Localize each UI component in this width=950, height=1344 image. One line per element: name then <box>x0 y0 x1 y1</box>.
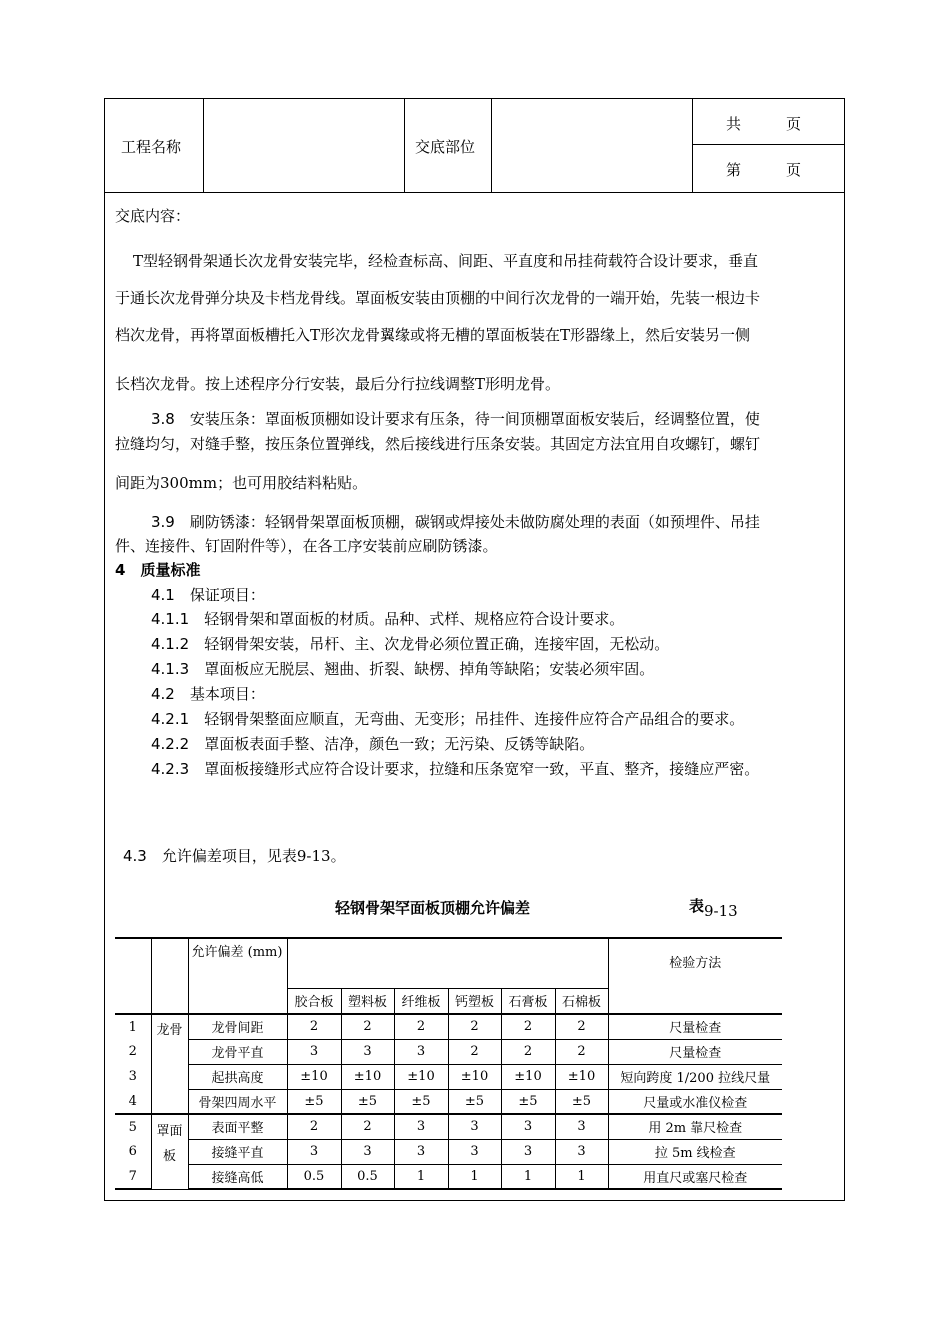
item-name: 接缝平直 <box>188 1139 287 1164</box>
group-label <box>151 1114 188 1189</box>
section-title: 质量标准 <box>140 561 201 579</box>
paragraph-line <box>151 408 834 429</box>
value-cell: 3 <box>448 1114 501 1139</box>
paragraph-text: 保证项目： <box>189 586 265 604</box>
paragraph-text: 罩面板表面手整、洁净，颜色一致；无污染、反锈等缺陷。 <box>204 735 595 753</box>
value-cell: 1 <box>501 1164 555 1189</box>
paragraph-line <box>151 608 834 629</box>
value-cell: ±5 <box>555 1089 608 1114</box>
table-number <box>689 895 834 920</box>
value-cell: 3 <box>555 1114 608 1139</box>
table-label: 表 <box>689 897 705 915</box>
value-cell: 2 <box>448 1014 501 1039</box>
paragraph-text: 基本项目： <box>189 685 265 703</box>
value-cell: 2 <box>287 1014 341 1039</box>
value-cell: ±5 <box>501 1089 555 1114</box>
value-cell: 3 <box>341 1139 394 1164</box>
section-number: 4.1.1 <box>151 610 190 628</box>
section-number: 4.2 <box>151 685 175 703</box>
row-number: 2 <box>115 1039 151 1064</box>
value-cell: 2 <box>501 1014 555 1039</box>
disclosure-part-label: 交底部位 <box>415 138 476 156</box>
section-number: 3.9 <box>151 513 175 531</box>
disclosure-content <box>115 193 834 933</box>
paragraph-line <box>151 658 834 679</box>
deviation-table <box>115 937 782 1190</box>
value-cell: 3 <box>287 1139 341 1164</box>
value-cell: ±5 <box>448 1089 501 1114</box>
paragraph-line: 于通长次龙骨弹分块及卡档龙骨线。罩面板安装由顶棚的中间行次龙骨的一端开始，先装一根边卡 <box>115 289 761 307</box>
value-cell: 2 <box>448 1039 501 1064</box>
paragraph-line: 拉缝均匀，对缝手整，按压条位置弹线，然后接线进行压条安装。其固定方法宜用自攻螺钉，螺钉 <box>115 435 761 453</box>
paragraph-line: T型轻钢骨架通长次龙骨安装完毕，经检查标高、间距、平直度和吊挂荷载符合设计要求，垂直 <box>133 252 759 270</box>
value-cell: 2 <box>394 1014 448 1039</box>
paragraph-line: 长档次龙骨。按上述程序分行安装，最后分行拉线调整T形明龙骨。 <box>115 375 561 393</box>
paragraph-text: 轻钢骨架和罩面板的材质。品种、式样、规格应符合设计要求。 <box>204 610 625 628</box>
value-cell: 1 <box>555 1164 608 1189</box>
paragraph-line <box>151 708 834 729</box>
value-cell: 1 <box>394 1164 448 1189</box>
value-cell: 3 <box>555 1139 608 1164</box>
value-cell: 2 <box>501 1039 555 1064</box>
paragraph-line <box>151 733 834 754</box>
form-header <box>105 99 844 193</box>
value-cell: 0.5 <box>341 1164 394 1189</box>
value-cell: 3 <box>448 1139 501 1164</box>
item-name: 龙骨平直 <box>188 1039 287 1064</box>
method-cell: 拉 5m 线检查 <box>608 1139 782 1164</box>
value-cell: 2 <box>555 1039 608 1064</box>
item-name: 起拱高度 <box>188 1064 287 1089</box>
value-cell: 3 <box>394 1139 448 1164</box>
paragraph-text: 安装压条：罩面板顶棚如设计要求有压条，待一间顶棚罩面板安装后，经调整位置，使 <box>189 410 760 428</box>
paragraph-line <box>151 683 834 704</box>
value-cell: 3 <box>287 1039 341 1064</box>
group-label-line: 板 <box>162 1149 176 1164</box>
value-cell: ±10 <box>287 1064 341 1089</box>
method-cell: 用 2m 靠尺检查 <box>608 1114 782 1139</box>
paragraph-text: 刷防锈漆：轻钢骨架罩面板顶棚，碳钢或焊接处未做防腐处理的表面（如预埋件、吊挂 <box>189 513 760 531</box>
divider <box>203 99 204 192</box>
section-heading <box>115 559 834 580</box>
item-name: 接缝高低 <box>188 1164 287 1189</box>
paragraph-line <box>151 633 834 654</box>
total-pages-cell <box>692 99 845 145</box>
value-cell: 2 <box>341 1114 394 1139</box>
value-cell: 2 <box>555 1014 608 1039</box>
content-intro: 交底内容： <box>115 207 191 225</box>
group-label-line: 罩面 <box>156 1124 183 1139</box>
paragraph-text: 轻钢骨架安装，吊杆、主、次龙骨必须位置正确，连接牢固，无松动。 <box>204 635 670 653</box>
paragraph-line: 档次龙骨，再将罩面板槽托入T形次龙骨翼缘或将无槽的罩面板装在T形器缘上，然后安装另一侧 <box>115 326 751 344</box>
material-header: 纤维板 <box>394 988 448 1014</box>
material-header: 石棉板 <box>555 988 608 1014</box>
paragraph-text: 允许偏差项目，见表9-13。 <box>161 847 346 865</box>
deviation-header: 允许偏差 (mm) <box>188 938 287 1014</box>
header-no-cell <box>115 938 151 1014</box>
paragraph-text: 罩面板应无脱层、翘曲、折裂、缺楞、掉角等缺陷；安装必须牢固。 <box>204 660 655 678</box>
section-number: 4.1 <box>151 586 175 604</box>
paragraph-line <box>151 758 834 779</box>
paragraph-text: 轻钢骨架整面应顺直，无弯曲、无变形；吊挂件、连接件应符合产品组合的要求。 <box>204 710 745 728</box>
value-cell: ±5 <box>394 1089 448 1114</box>
method-cell: 尺量检查 <box>608 1014 782 1039</box>
row-number: 6 <box>115 1139 151 1164</box>
row-number: 4 <box>115 1089 151 1114</box>
value-cell: ±10 <box>555 1064 608 1089</box>
value-cell: 3 <box>501 1139 555 1164</box>
section-number: 4.2.1 <box>151 710 190 728</box>
material-header: 塑料板 <box>341 988 394 1014</box>
value-cell: ±5 <box>341 1089 394 1114</box>
value-cell: 3 <box>341 1039 394 1064</box>
value-cell: 2 <box>341 1014 394 1039</box>
value-cell: ±10 <box>448 1064 501 1089</box>
project-name-label: 工程名称 <box>121 138 182 156</box>
divider <box>404 99 405 192</box>
value-cell: ±5 <box>287 1089 341 1114</box>
paragraph-text: 罩面板接缝形式应符合设计要求，拉缝和压条宽窄一致，平直、整齐，接缝应严密。 <box>204 760 760 778</box>
value-cell: ±10 <box>501 1064 555 1089</box>
paragraph-line: 间距为300mm；也可用胶结料粘贴。 <box>115 474 368 492</box>
divider <box>491 99 492 192</box>
table-no: 9-13 <box>704 902 738 920</box>
method-header: 检验方法 <box>608 938 782 1014</box>
total-pages-text: 共 页 <box>726 115 802 133</box>
value-cell: 3 <box>394 1039 448 1064</box>
disclosure-form <box>104 98 845 1201</box>
row-number: 3 <box>115 1064 151 1089</box>
material-header: 石膏板 <box>501 988 555 1014</box>
method-cell: 用直尺或塞尺检查 <box>608 1164 782 1189</box>
page-number-cell <box>692 145 845 191</box>
material-header: 钙塑板 <box>448 988 501 1014</box>
paragraph-line <box>151 511 834 532</box>
row-number: 1 <box>115 1014 151 1039</box>
method-cell: 短向跨度 1/200 拉线尺量 <box>608 1064 782 1089</box>
table-title: 轻钢骨架罕面板顶棚允许偏差 <box>335 899 531 917</box>
paragraph-line: 件、连接件、钉固附件等），在各工序安装前应刷防锈漆。 <box>115 537 498 555</box>
material-header: 胶合板 <box>287 988 341 1014</box>
group-label: 龙骨 <box>151 1014 188 1114</box>
header-group-cell <box>151 938 188 1014</box>
method-cell: 尺量检查 <box>608 1039 782 1064</box>
value-cell: 3 <box>501 1114 555 1139</box>
section-number: 4.1.3 <box>151 660 190 678</box>
row-number: 5 <box>115 1114 151 1139</box>
item-name: 龙骨间距 <box>188 1014 287 1039</box>
section-number: 4.1.2 <box>151 635 190 653</box>
item-name: 骨架四周水平 <box>188 1089 287 1114</box>
section-number: 4 <box>115 561 126 579</box>
section-number: 4.2.3 <box>151 760 190 778</box>
value-cell: 1 <box>448 1164 501 1189</box>
method-cell: 尺量或水准仪检查 <box>608 1089 782 1114</box>
section-number: 3.8 <box>151 410 175 428</box>
paragraph-line <box>123 845 834 866</box>
page-number-text: 第 页 <box>726 161 802 179</box>
header-blank-cell <box>287 938 608 988</box>
value-cell: 2 <box>287 1114 341 1139</box>
value-cell: 3 <box>394 1114 448 1139</box>
value-cell: ±10 <box>394 1064 448 1089</box>
value-cell: ±10 <box>341 1064 394 1089</box>
paragraph-line <box>151 584 834 605</box>
row-number: 7 <box>115 1164 151 1189</box>
value-cell: 0.5 <box>287 1164 341 1189</box>
item-name: 表面平整 <box>188 1114 287 1139</box>
section-number: 4.3 <box>123 847 147 865</box>
section-number: 4.2.2 <box>151 735 190 753</box>
